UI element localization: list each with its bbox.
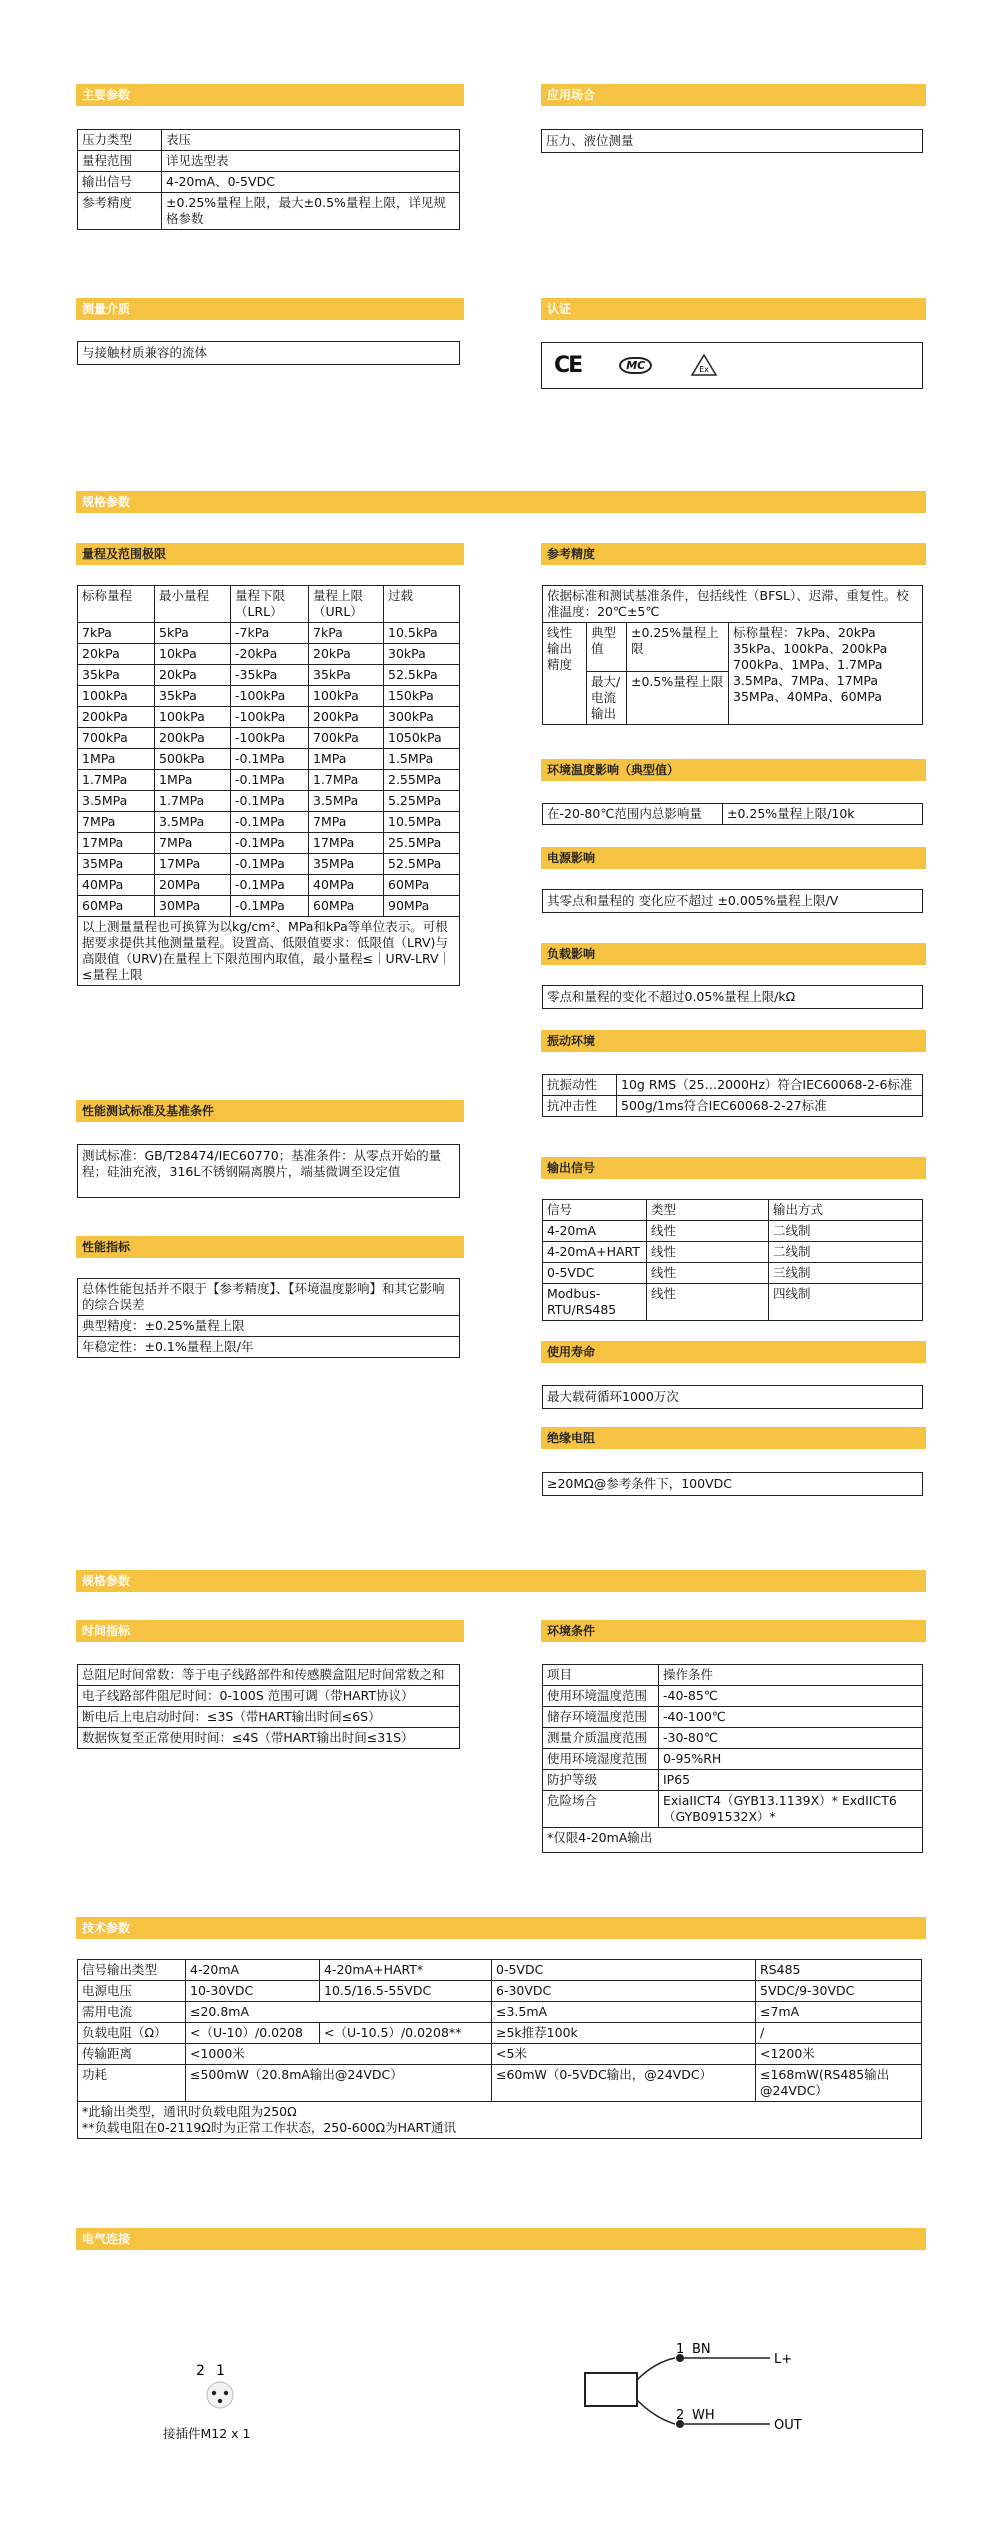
insulation-title: 绝缘电阻 (541, 1427, 926, 1449)
table-cell: -0.1MPa (231, 812, 309, 833)
temp-effect-table (542, 803, 923, 825)
table-header-cell: 过载 (384, 586, 460, 623)
vibration-table (542, 1074, 923, 1117)
table-row (78, 770, 460, 791)
table-cell: 三线制 (769, 1263, 923, 1284)
table-row (543, 1749, 923, 1770)
table-cell: 700kPa (78, 728, 155, 749)
table-cell: -0.1MPa (231, 833, 309, 854)
table-cell: 60MPa (309, 896, 384, 917)
table-cell: ≤500mW（20.8mA输出@24VDC） (186, 2065, 492, 2102)
range-limits-title: 量程及范围极限 (76, 543, 464, 565)
table-cell: ≤3.5mA (492, 2002, 756, 2023)
table-cell: 200kPa (309, 707, 384, 728)
table-cell: 表压 (162, 130, 460, 151)
table-cell: 20MPa (155, 875, 231, 896)
table-cell: 压力类型 (78, 130, 162, 151)
table-cell: 10.5kPa (384, 623, 460, 644)
connector-label: 接插件M12 x 1 (163, 2426, 251, 2441)
table-cell: 500g/1ms符合IEC60068-2-27标准 (617, 1096, 923, 1117)
ranges-text: 标称量程：7kPa、20kPa 35kPa、100kPa、200kPa 700kPa、1MPa、1.7MPa 3.5MPa、7MPa、17MPa 35MPa、40MPa、60MPa (729, 623, 923, 725)
table-cell: 4-20mA+HART* (320, 1960, 492, 1981)
svg-text:BN: BN (692, 2342, 711, 2357)
table-row (78, 1337, 460, 1358)
table-row (78, 2023, 922, 2044)
application-title: 应用场合 (541, 84, 926, 106)
table-row (78, 1686, 460, 1707)
table-cell: 20kPa (155, 665, 231, 686)
table-cell: ≤7mA (756, 2002, 922, 2023)
table-cell: -30-80℃ (659, 1728, 923, 1749)
svg-text:OUT: OUT (774, 2418, 802, 2433)
table-row (78, 749, 460, 770)
table-cell: 4-20mA+HART (543, 1242, 647, 1263)
max-label: 最大/电流输出 (587, 672, 627, 725)
table-row (78, 1960, 922, 1981)
table-cell: 7kPa (78, 623, 155, 644)
table-cell: 10kPa (155, 644, 231, 665)
table-row (78, 172, 460, 193)
table-cell: 700kPa (309, 728, 384, 749)
time-table (77, 1664, 460, 1749)
table-row (543, 1791, 923, 1828)
ex-mark-icon (690, 353, 718, 379)
mc-mark-icon: MC (619, 357, 652, 374)
table-cell: 传输距离 (78, 2044, 186, 2065)
table-cell: ±0.25%量程上限，最大±0.5%量程上限，详见规格参数 (162, 193, 460, 230)
table-cell: 40MPa (309, 875, 384, 896)
load-effect-title: 负载影响 (541, 943, 926, 965)
table-row (78, 812, 460, 833)
table-cell: 10g RMS（25…2000Hz）符合IEC60068-2-6标准 (617, 1075, 923, 1096)
table-cell: -20kPa (231, 644, 309, 665)
table-cell: 二线制 (769, 1221, 923, 1242)
table-cell: 线性 (647, 1284, 769, 1321)
table-cell: -0.1MPa (231, 896, 309, 917)
table-header-cell: 输出方式 (769, 1200, 923, 1221)
table-cell: 7MPa (78, 812, 155, 833)
certification-box (541, 342, 923, 389)
tech-table (77, 1959, 922, 2139)
table-row (78, 151, 460, 172)
table-row (78, 2002, 922, 2023)
table-cell: 4-20mA (543, 1221, 647, 1242)
table-row (78, 728, 460, 749)
table-cell: 详见选型表 (162, 151, 460, 172)
table-cell: 1.7MPa (309, 770, 384, 791)
table-cell: -100kPa (231, 707, 309, 728)
table-row (78, 707, 460, 728)
tech-notes (78, 2102, 922, 2139)
table-row (543, 1263, 923, 1284)
table-cell: -35kPa (231, 665, 309, 686)
table-cell: <（U-10.5）/0.0208** (320, 2023, 492, 2044)
table-cell: 4-20mA (186, 1960, 320, 1981)
table-row (78, 1665, 460, 1686)
table-header-cell: 最小量程 (155, 586, 231, 623)
power-effect-text: 其零点和量程的 变化应不超过 ±0.005%量程上限/V (542, 889, 923, 913)
table-cell: 5.25MPa (384, 791, 460, 812)
table-cell: 7kPa (309, 623, 384, 644)
life-title: 使用寿命 (541, 1341, 926, 1363)
svg-text:Ex: Ex (699, 364, 710, 374)
table-cell: 7MPa (309, 812, 384, 833)
table-cell: 500kPa (155, 749, 231, 770)
table-row (78, 686, 460, 707)
ref-accuracy-title: 参考精度 (541, 543, 926, 565)
table-cell: ≤60mW（0-5VDC输出，@24VDC） (492, 2065, 756, 2102)
table-cell: 量程范围 (78, 151, 162, 172)
table-cell: 参考精度 (78, 193, 162, 230)
table-cell: 使用环境温度范围 (543, 1686, 659, 1707)
table-cell: 线性 (647, 1221, 769, 1242)
ref-accuracy-intro: 依据标准和测试基准条件，包括线性（BFSL）、迟滞、重复性。校准温度：20℃±5℃ (543, 586, 923, 623)
table-cell: 35kPa (78, 665, 155, 686)
table-cell: 线性 (647, 1263, 769, 1284)
table-row (78, 1279, 460, 1316)
table-row (78, 665, 460, 686)
table-cell: <（U-10）/0.0208 (186, 2023, 320, 2044)
temp-effect-title: 环境温度影响（典型值） (541, 759, 926, 781)
table-header-cell: 信号 (543, 1200, 647, 1221)
svg-text:2: 2 (676, 2408, 685, 2423)
table-cell: -100kPa (231, 728, 309, 749)
table-cell: 年稳定性：±0.1%量程上限/年 (78, 1337, 460, 1358)
test-standard-title: 性能测试标准及基准条件 (76, 1100, 464, 1122)
load-effect-text: 零点和量程的变化不超过0.05%量程上限/kΩ (542, 985, 923, 1009)
table-cell: -0.1MPa (231, 791, 309, 812)
table-row (543, 1707, 923, 1728)
table-cell: 52.5MPa (384, 854, 460, 875)
table-cell: 防护等级 (543, 1770, 659, 1791)
table-cell: Modbus-RTU/RS485 (543, 1284, 647, 1321)
table-cell: IP65 (659, 1770, 923, 1791)
table-cell: 6-30VDC (492, 1981, 756, 2002)
table-cell: 17MPa (155, 854, 231, 875)
table-row (78, 623, 460, 644)
env-table (542, 1664, 923, 1853)
table-cell: ExiaIICT4（GYB13.1139X）* ExdIICT6（GYB091532X）* (659, 1791, 923, 1828)
table-cell: 电子线路部件阻尼时间：0-100S 范围可调（带HART协议） (78, 1686, 460, 1707)
table-cell: 17MPa (309, 833, 384, 854)
table-cell: 总阻尼时间常数：等于电子线路部件和传感膜盒阻尼时间常数之和 (78, 1665, 460, 1686)
table-cell: 200kPa (155, 728, 231, 749)
main-params-table (77, 129, 460, 230)
table-row (543, 1075, 923, 1096)
table-row (543, 1770, 923, 1791)
table-row (78, 193, 460, 230)
output-signal-table (542, 1199, 923, 1321)
table-cell: 0-5VDC (492, 1960, 756, 1981)
table-cell: 35MPa (78, 854, 155, 875)
table-cell: 1MPa (155, 770, 231, 791)
table-cell: 5kPa (155, 623, 231, 644)
performance-table (77, 1278, 460, 1358)
table-header-cell: 量程下限（LRL） (231, 586, 309, 623)
table-row (78, 1707, 460, 1728)
table-cell: 17MPa (78, 833, 155, 854)
spec2-title: 规格参数 (76, 1570, 926, 1592)
table-cell: -0.1MPa (231, 749, 309, 770)
table-cell: 二线制 (769, 1242, 923, 1263)
table-cell: 1.5MPa (384, 749, 460, 770)
table-cell: 1MPa (309, 749, 384, 770)
table-header-cell: 类型 (647, 1200, 769, 1221)
table-cell: 100kPa (309, 686, 384, 707)
table-cell: 3.5MPa (309, 791, 384, 812)
table-cell: -7kPa (231, 623, 309, 644)
table-cell: 操作条件 (659, 1665, 923, 1686)
table-header-cell: 量程上限（URL） (309, 586, 384, 623)
typical-label: 典型值 (587, 623, 627, 672)
table-header-row (543, 1200, 923, 1221)
table-cell: 负载电阻（Ω） (78, 2023, 186, 2044)
table-cell: 抗振动性 (543, 1075, 617, 1096)
table-row (543, 1686, 923, 1707)
medium-text: 与接触材质兼容的流体 (77, 341, 460, 365)
table-cell: 四线制 (769, 1284, 923, 1321)
table-row (543, 1221, 923, 1242)
table-cell: 30kPa (384, 644, 460, 665)
tech-title: 技术参数 (76, 1917, 926, 1939)
table-cell: 信号输出类型 (78, 1960, 186, 1981)
table-cell: 200kPa (78, 707, 155, 728)
spec1-title: 规格参数 (76, 491, 926, 513)
table-cell: 90MPa (384, 896, 460, 917)
table-cell: 5VDC/9-30VDC (756, 1981, 922, 2002)
table-cell: 35kPa (155, 686, 231, 707)
table-cell: 52.5kPa (384, 665, 460, 686)
table-cell: -0.1MPa (231, 770, 309, 791)
table-cell: 7MPa (155, 833, 231, 854)
table-cell: 1.7MPa (155, 791, 231, 812)
table-header-row (78, 586, 460, 623)
table-cell: ≤20.8mA (186, 2002, 492, 2023)
table-cell: 断电后上电启动时间：≤3S（带HART输出时间≤6S） (78, 1707, 460, 1728)
output-signal-title: 输出信号 (541, 1157, 926, 1179)
max-value: ±0.5%量程上限 (627, 672, 729, 725)
table-cell: 40MPa (78, 875, 155, 896)
wiring-diagram (580, 2340, 840, 2450)
table-cell: 1.7MPa (78, 770, 155, 791)
env-note: *仅限4-20mA输出 (543, 1828, 923, 1853)
table-row (78, 644, 460, 665)
table-cell: 测量介质温度范围 (543, 1728, 659, 1749)
table-row (78, 875, 460, 896)
table-cell: 2.55MPa (384, 770, 460, 791)
application-text: 压力、液位测量 (541, 129, 923, 153)
time-title: 时间指标 (76, 1620, 464, 1642)
table-row (78, 833, 460, 854)
table-cell: -40-100℃ (659, 1707, 923, 1728)
table-cell: 1MPa (78, 749, 155, 770)
table-cell: 35MPa (309, 854, 384, 875)
table-row (543, 1096, 923, 1117)
table-cell: 100kPa (155, 707, 231, 728)
table-cell: 0-5VDC (543, 1263, 647, 1284)
table-cell: 输出信号 (78, 172, 162, 193)
certification-title: 认证 (541, 298, 926, 320)
table-cell: 300kPa (384, 707, 460, 728)
ce-mark-icon: CE (554, 353, 582, 378)
table-row (78, 130, 460, 151)
env-title: 环境条件 (541, 1620, 926, 1642)
table-cell: 危险场合 (543, 1791, 659, 1828)
table-cell: 30MPa (155, 896, 231, 917)
table-cell: 储存环境温度范围 (543, 1707, 659, 1728)
table-cell: 抗冲击性 (543, 1096, 617, 1117)
table-cell: -100kPa (231, 686, 309, 707)
medium-title: 测量介质 (76, 298, 464, 320)
temp-effect-label: 在-20-80℃范围内总影响量 (543, 804, 723, 825)
table-row (78, 1316, 460, 1337)
table-cell: 线性 (647, 1242, 769, 1263)
svg-text:2: 2 (196, 2363, 205, 2379)
table-row (78, 896, 460, 917)
table-cell: ≤168mW(RS485输出@24VDC） (756, 2065, 922, 2102)
table-cell: 需用电流 (78, 2002, 186, 2023)
table-cell: <1000米 (186, 2044, 492, 2065)
range-limits-note: 以上测量量程也可换算为以kg/cm²、MPa和kPa等单位表示。可根据要求提供其他测量量程。设置高、低限值要求：低限值（LRV)与高限值（URV)在量程上下限范围内取值，最小量程≤｜URV-LRV｜≤量程上限 (78, 917, 460, 986)
table-cell: <5米 (492, 2044, 756, 2065)
typical-value: ±0.25%量程上限 (627, 623, 729, 672)
table-cell: 150kPa (384, 686, 460, 707)
vibration-title: 振动环境 (541, 1030, 926, 1052)
table-cell: <1200米 (756, 2044, 922, 2065)
temp-effect-value: ±0.25%量程上限/10k (723, 804, 923, 825)
table-cell: 35kPa (309, 665, 384, 686)
table-row (543, 1284, 923, 1321)
table-cell: 总体性能包括并不限于【参考精度】、【环境温度影响】和其它影响的综合误差 (78, 1279, 460, 1316)
svg-text:1: 1 (216, 2363, 225, 2379)
tech-note: **负载电阻在0-2119Ω时为正常工作状态，250-600Ω为HART通讯 (82, 2120, 456, 2135)
table-cell: 20kPa (78, 644, 155, 665)
table-cell: 0-95%RH (659, 1749, 923, 1770)
table-cell: 10-30VDC (186, 1981, 320, 2002)
table-row (78, 2065, 922, 2102)
table-row (78, 1728, 460, 1749)
electrical-title: 电气连接 (76, 2228, 926, 2250)
range-limits-table (77, 585, 460, 986)
svg-text:L+: L+ (774, 2352, 793, 2367)
table-cell: -0.1MPa (231, 854, 309, 875)
table-row (543, 1665, 923, 1686)
table-cell: 电源电压 (78, 1981, 186, 2002)
table-cell: / (756, 2023, 922, 2044)
table-header-cell: 标称量程 (78, 586, 155, 623)
test-standard-text: 测试标准：GB/T28474/IEC60770；基准条件：从零点开始的量程；硅油充液，316L不锈钢隔离膜片，端基微调至设定值 (77, 1144, 460, 1198)
insulation-text: ≥20MΩ@参考条件下，100VDC (542, 1472, 923, 1496)
table-cell: -40-85℃ (659, 1686, 923, 1707)
main-params-title: 主要参数 (76, 84, 464, 106)
table-cell: RS485 (756, 1960, 922, 1981)
table-cell: 20kPa (309, 644, 384, 665)
table-cell: 3.5MPa (155, 812, 231, 833)
table-cell: 项目 (543, 1665, 659, 1686)
table-cell: ≥5k推荐100k (492, 2023, 756, 2044)
power-effect-title: 电源影响 (541, 847, 926, 869)
table-row (78, 1981, 922, 2002)
table-cell: 典型精度：±0.25%量程上限 (78, 1316, 460, 1337)
table-row (78, 2044, 922, 2065)
table-cell: 使用环境湿度范围 (543, 1749, 659, 1770)
table-cell: 100kPa (78, 686, 155, 707)
performance-title: 性能指标 (76, 1236, 464, 1258)
table-cell: 1050kPa (384, 728, 460, 749)
tech-note: *此输出类型，通讯时负载电阻为250Ω (82, 2104, 297, 2119)
table-cell: 数据恢复至正常使用时间：≤4S（带HART输出时间≤31S） (78, 1728, 460, 1749)
table-cell: 4-20mA、0-5VDC (162, 172, 460, 193)
m12-connector-diagram (180, 2355, 260, 2415)
table-cell: 60MPa (78, 896, 155, 917)
table-row (78, 854, 460, 875)
table-cell: 3.5MPa (78, 791, 155, 812)
table-cell: 10.5/16.5-55VDC (320, 1981, 492, 2002)
life-text: 最大载荷循环1000万次 (542, 1385, 923, 1409)
table-cell: -0.1MPa (231, 875, 309, 896)
table-cell: 10.5MPa (384, 812, 460, 833)
table-cell: 25.5MPa (384, 833, 460, 854)
svg-text:WH: WH (692, 2408, 715, 2423)
table-row (543, 1728, 923, 1749)
linear-output-label: 线性输出精度 (543, 623, 587, 725)
ref-accuracy-table (542, 585, 923, 725)
table-cell: 功耗 (78, 2065, 186, 2102)
svg-text:1: 1 (676, 2342, 685, 2357)
table-cell: 60MPa (384, 875, 460, 896)
table-row (543, 1242, 923, 1263)
table-row (78, 791, 460, 812)
